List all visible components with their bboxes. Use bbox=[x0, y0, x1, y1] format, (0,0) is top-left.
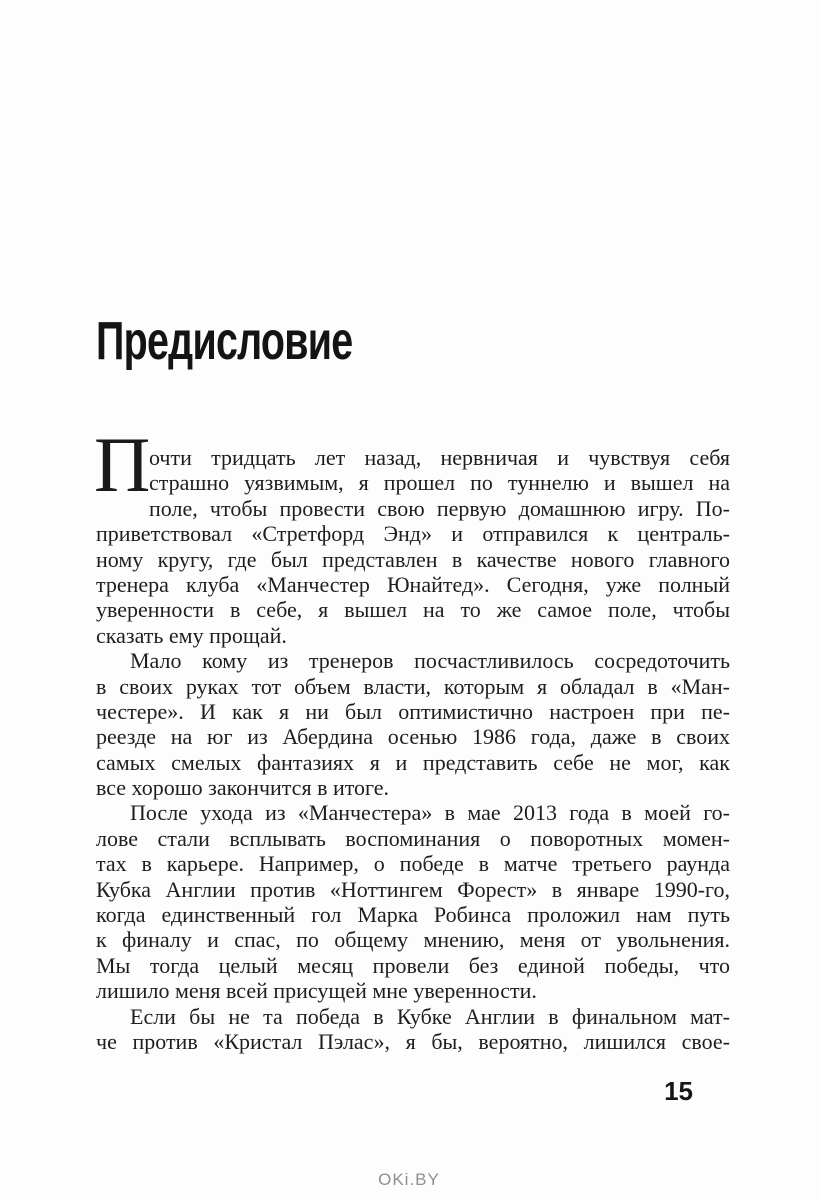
text-line: страшно уязвимым, я прошел по туннелю и вышел на bbox=[149, 470, 730, 496]
drop-cap bbox=[94, 421, 151, 508]
text-line: когда единственный гол Марка Робинса проложил нам путь bbox=[96, 902, 730, 928]
text-line: сказать ему прощай. bbox=[96, 622, 287, 648]
paragraph bbox=[96, 800, 730, 1003]
text-line: Мало кому из тренеров посчастливилось сосредоточить bbox=[130, 648, 730, 674]
text-line: После ухода из «Манчестера» в мае 2013 года в моей го- bbox=[130, 800, 730, 826]
drop-cap-letter: П bbox=[94, 421, 151, 508]
text-line: к финалу и спас, по общему мнению, меня от увольнения. bbox=[96, 927, 730, 953]
text-line: че против «Кристал Пэлас», я бы, вероятно, лишился свое- bbox=[96, 1028, 730, 1054]
paragraph bbox=[96, 648, 730, 800]
text-line: Кубка Англии против «Ноттингем Форест» в январе 1990-го, bbox=[96, 876, 730, 902]
text-block bbox=[94, 421, 730, 1054]
paragraph bbox=[94, 421, 730, 648]
text-line: очти тридцать лет назад, нервничая и чувствуя себя bbox=[149, 445, 730, 470]
text-line: лове стали всплывать воспоминания о поворотных момен- bbox=[96, 825, 730, 851]
text-line: тах в карьере. Например, о победе в матче третьего раунда bbox=[96, 851, 730, 877]
text-line: уверенности в себе, я вышел на то же самое поле, чтобы bbox=[96, 597, 730, 623]
text-line: лишило меня всей присущей мне уверенности. bbox=[96, 978, 537, 1004]
text-line: честере». И как я ни был оптимистично настроен при пе- bbox=[96, 698, 730, 724]
text-line: все хорошо закончится в итоге. bbox=[96, 775, 390, 801]
watermark: OKi.BY bbox=[378, 1170, 440, 1189]
text-line: Мы тогда целый месяц провели без единой победы, что bbox=[96, 952, 730, 978]
text-line: поле, чтобы провести свою первую домашнюю игру. По- bbox=[149, 495, 730, 521]
chapter-title: Предисловие bbox=[96, 311, 353, 371]
text-line: самых смелых фантазиях я и представить себе не мог, как bbox=[96, 749, 730, 775]
paragraph bbox=[96, 1004, 730, 1055]
text-line: тренера клуба «Манчестер Юнайтед». Сегодня, уже полный bbox=[96, 571, 730, 597]
text-line: реезде на юг из Абердина осенью 1986 года, даже в своих bbox=[96, 724, 730, 750]
page-number: 15 bbox=[664, 1076, 693, 1106]
text-line: ному кругу, где был представлен в качестве нового главного bbox=[96, 546, 730, 572]
chapter-title-wrap bbox=[96, 311, 447, 371]
text-line: Если бы не та победа в Кубке Англии в финальном мат- bbox=[130, 1003, 730, 1029]
text-line: приветствовал «Стретфорд Энд» и отправился к централь- bbox=[96, 521, 730, 547]
text-line: в своих руках тот объем власти, которым я обладал в «Ман- bbox=[96, 673, 730, 699]
